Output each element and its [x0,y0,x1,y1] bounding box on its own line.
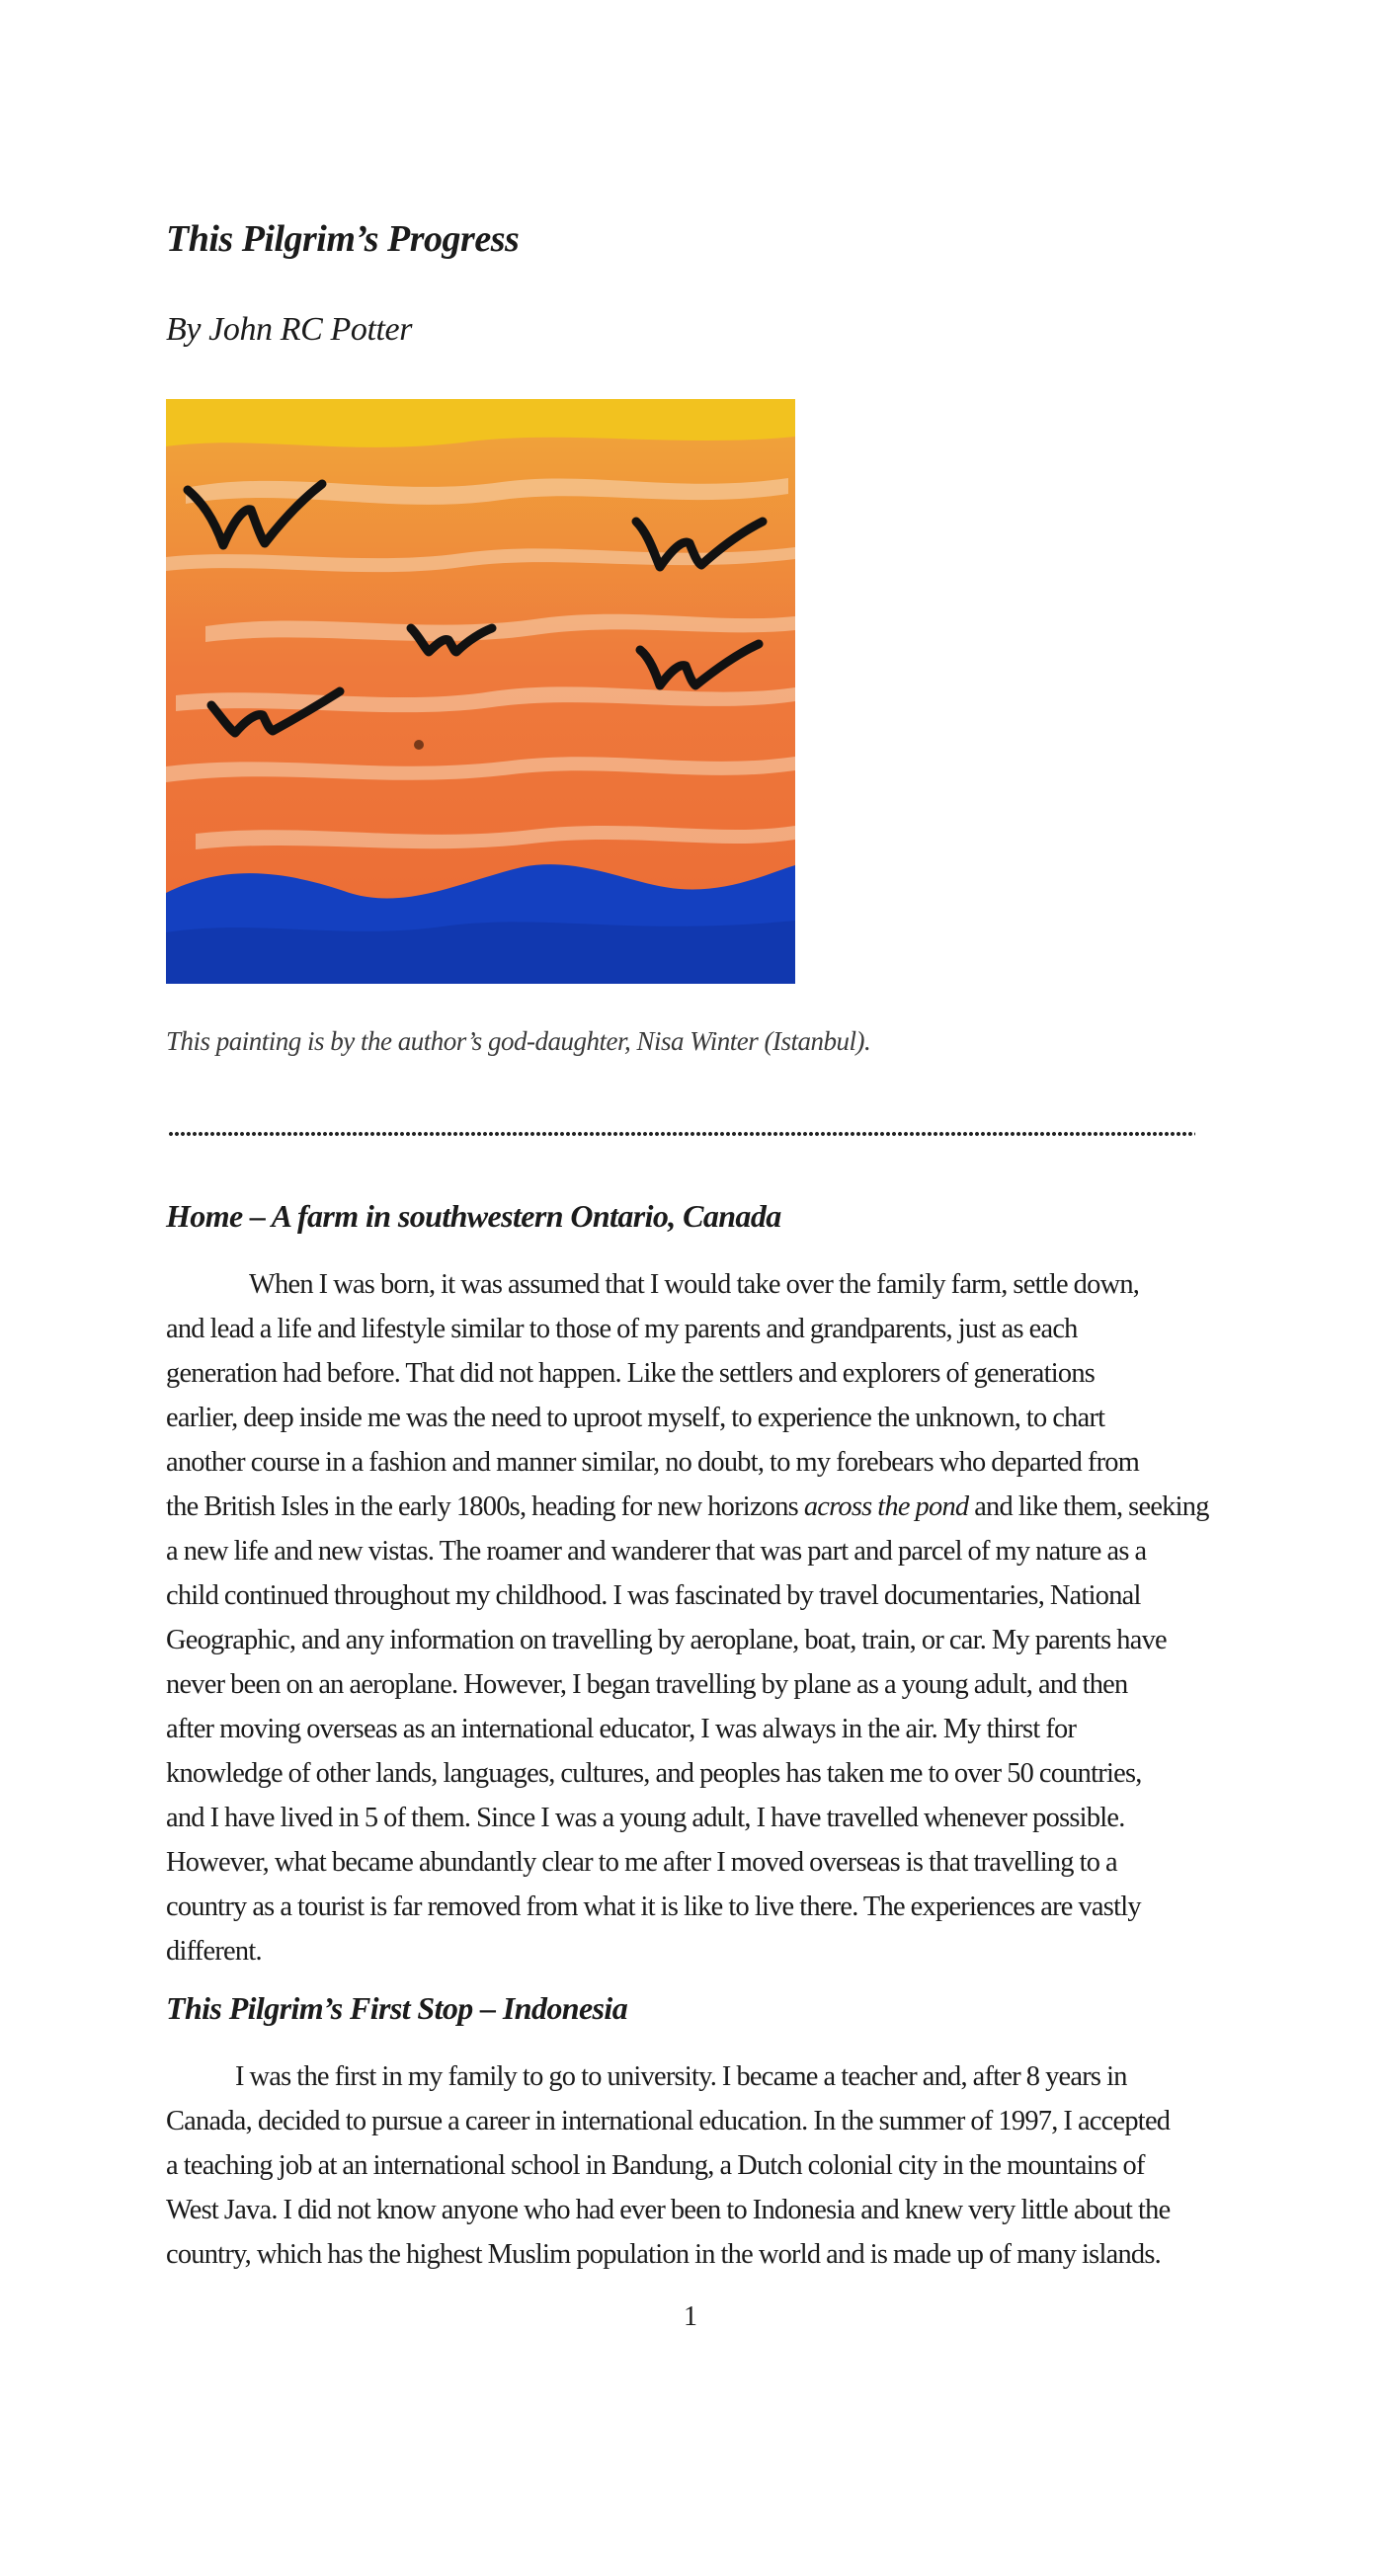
text-line: after moving overseas as an international educator, I was always in the air. My thirst for [166,1714,1077,1744]
painting-image [166,399,795,984]
text-line: West Java. I did not know anyone who had ever been to Indonesia and knew very little about the [166,2195,1171,2225]
text-line: never been on an aeroplane. However, I began travelling by plane as a young adult, and then [166,1669,1128,1700]
page-number: 1 [684,2301,697,2332]
text-line: and I have lived in 5 of them. Since I was a young adult, I have travelled whenever possible. [166,1803,1125,1833]
text-run: and like them, seeking [968,1491,1209,1522]
document-title: This Pilgrim’s Progress [166,218,520,260]
text-line: earlier, deep inside me was the need to uproot myself, to experience the unknown, to chart [166,1403,1105,1433]
text-line: country as a tourist is far removed from what it is like to live there. The experiences are vastly [166,1892,1141,1922]
text-line: I was the first in my family to go to university. I became a teacher and, after 8 years in [235,2061,1127,2092]
text-line: another course in a fashion and manner similar, no doubt, to my forebears who departed from [166,1447,1140,1478]
text-line: and lead a life and lifestyle similar to those of my parents and grandparents, just as each [166,1314,1078,1344]
text-line: generation had before. That did not happen. Like the settlers and explorers of generations [166,1358,1096,1389]
text-line: a new life and new vistas. The roamer and wanderer that was part and parcel of my nature as a [166,1536,1147,1567]
text-line: a teaching job at an international school in Bandung, a Dutch colonial city in the mountains of [166,2150,1145,2181]
text-line: knowledge of other lands, languages, cultures, and peoples has taken me to over 50 countries, [166,1758,1142,1789]
painting-speck [414,740,424,750]
painting-sea-shade [166,921,795,984]
text-line: different. [166,1936,262,1967]
section-heading-indonesia: This Pilgrim’s First Stop – Indonesia [166,1990,628,2026]
painting-caption: This painting is by the author’s god-daughter, Nisa Winter (Istanbul). [166,1026,871,1056]
dotted-divider [168,1128,1195,1140]
section-heading-home: Home – A farm in southwestern Ontario, Canada [166,1198,781,1234]
text-line: When I was born, it was assumed that I would take over the family farm, settle down, [249,1269,1140,1300]
text-line: Canada, decided to pursue a career in international education. In the summer of 1997, I accepted [166,2106,1171,2136]
italic-phrase: across the pond [803,1491,969,1522]
author-byline: By John RC Potter [166,311,413,348]
text-line-mixed [166,1485,1215,1529]
paragraph-indonesia [166,2054,1215,2277]
text-line: child continued throughout my childhood. I was fascinated by travel documentaries, National [166,1580,1141,1611]
text-line: However, what became abundantly clear to me after I moved overseas is that travelling to a [166,1847,1117,1878]
text-run: the British Isles in the early 1800s, heading for new horizons [166,1491,804,1522]
text-line: country, which has the highest Muslim population in the world and is made up of many islands. [166,2239,1161,2270]
text-line: Geographic, and any information on travelling by aeroplane, boat, train, or car. My parents have [166,1625,1167,1655]
painting-sunset-band [166,399,795,447]
paragraph-home [166,1262,1215,1973]
